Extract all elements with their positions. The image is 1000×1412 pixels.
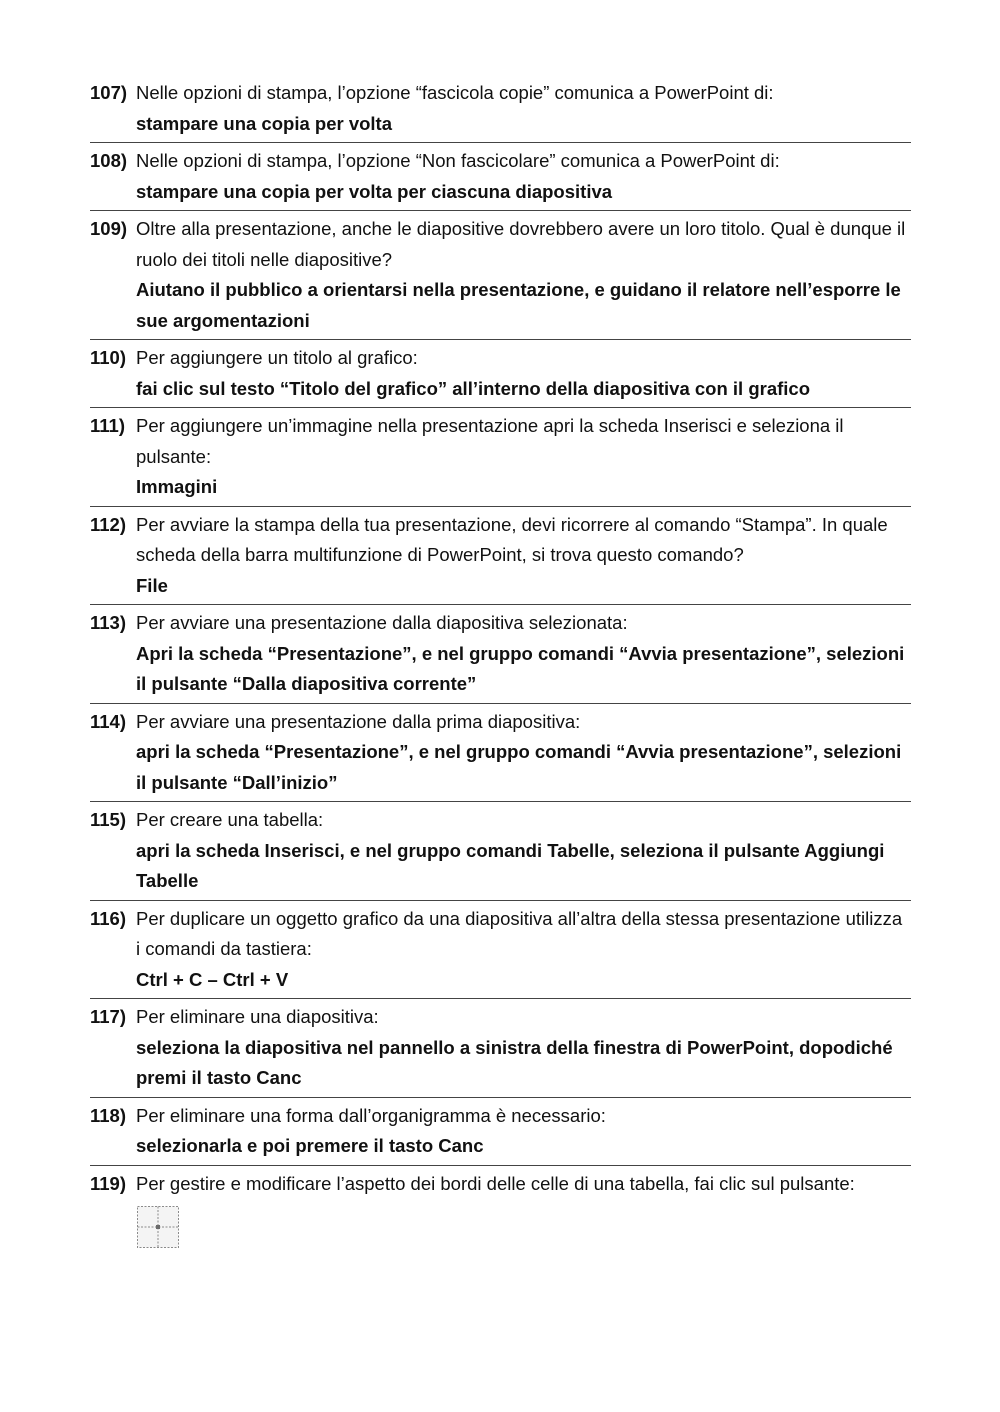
item-question: Nelle opzioni di stampa, l’opzione “Non fascicolare” comunica a PowerPoint di: — [136, 150, 780, 171]
list-item — [90, 408, 911, 507]
list-item — [90, 1166, 911, 1253]
item-number: 112) — [90, 513, 127, 535]
list-item — [90, 143, 911, 211]
item-answer: Apri la scheda “Presentazione”, e nel gruppo comandi “Avvia presentazione”, selezioni il pulsante “Dalla diapositiva corrente” — [136, 642, 905, 694]
item-question: Per eliminare una diapositiva: — [136, 1006, 379, 1027]
list-item — [90, 802, 911, 901]
item-number: 113) — [90, 612, 127, 633]
item-question: Per creare una tabella: — [136, 809, 324, 830]
list-item — [90, 901, 911, 1000]
item-question: Oltre alla presentazione, anche le diapositive dovrebbero avere un loro titolo. Qual è dunque il ruolo dei titoli nelle diapositive? — [136, 218, 906, 270]
question-list — [90, 75, 911, 1252]
item-question: Per duplicare un oggetto grafico da una diapositiva all’altra della stessa presentazione utilizza i comandi da tastiera: — [136, 907, 903, 959]
item-answer: Immagini — [136, 476, 218, 497]
item-question: Per gestire e modificare l’aspetto dei bordi delle celle di una tabella, fai clic sul pulsante: — [136, 1172, 855, 1194]
item-number: 109) — [90, 218, 128, 239]
item-body — [135, 214, 911, 336]
item-body — [135, 146, 911, 207]
item-body — [135, 1169, 911, 1250]
item-body — [135, 343, 911, 404]
item-number: 117) — [90, 1006, 127, 1027]
item-question: Per avviare la stampa della tua presentazione, devi ricorrere al comando “Stampa”. In quale scheda della barra multifunzione di PowerPoint, si trova questo comando? — [136, 513, 888, 565]
item-number: 116) — [90, 907, 127, 929]
item-body — [135, 411, 911, 503]
item-number: 110) — [90, 347, 127, 368]
list-item — [90, 1098, 911, 1166]
item-number: 119) — [90, 1172, 127, 1194]
item-answer — [136, 1199, 911, 1249]
item-question: Per aggiungere un titolo al grafico: — [136, 347, 418, 368]
item-body — [135, 1002, 911, 1094]
list-item — [90, 704, 911, 803]
item-question: Per avviare una presentazione dalla prima diapositiva: — [136, 710, 581, 732]
item-answer: stampare una copia per volta — [136, 112, 393, 134]
list-item — [90, 507, 911, 606]
table-borders-icon — [136, 1205, 180, 1249]
item-answer: fai clic sul testo “Titolo del grafico” all’interno della diapositiva con il grafico — [136, 377, 811, 399]
item-answer: apri la scheda Inserisci, e nel gruppo comandi Tabelle, seleziona il pulsante Aggiungi Tabelle — [136, 839, 885, 891]
item-body — [135, 904, 911, 996]
item-question: Per aggiungere un’immagine nella presentazione apri la scheda Inserisci e seleziona il pulsante: — [136, 415, 844, 467]
item-body — [135, 608, 911, 700]
list-item — [90, 605, 911, 704]
item-body — [135, 805, 911, 897]
item-body — [135, 1101, 911, 1162]
item-number: 114) — [90, 710, 127, 732]
item-answer: selezionarla e poi premere il tasto Canc — [136, 1135, 484, 1156]
item-answer: Ctrl + C – Ctrl + V — [136, 968, 289, 990]
item-answer: File — [136, 574, 168, 596]
item-question: Per avviare una presentazione dalla diapositiva selezionata: — [136, 612, 628, 633]
item-number: 108) — [90, 150, 128, 171]
list-item — [90, 999, 911, 1098]
item-body — [135, 707, 911, 799]
item-question: Per eliminare una forma dall’organigramma è necessario: — [136, 1104, 606, 1126]
item-question: Nelle opzioni di stampa, l’opzione “fascicola copie” comunica a PowerPoint di: — [136, 82, 774, 103]
item-body — [135, 78, 911, 139]
item-answer: stampare una copia per volta per ciascuna diapositiva — [136, 180, 613, 202]
item-answer: apri la scheda “Presentazione”, e nel gruppo comandi “Avvia presentazione”, selezioni il pulsante “Dall’inizio” — [136, 741, 902, 793]
item-number: 111) — [90, 415, 125, 436]
item-number: 107) — [90, 82, 128, 103]
list-item — [90, 211, 911, 340]
list-item — [90, 75, 911, 143]
item-answer: Aiutano il pubblico a orientarsi nella presentazione, e guidano il relatore nell’esporre le sue argomentazioni — [136, 279, 901, 331]
item-body — [135, 510, 911, 602]
item-answer: seleziona la diapositiva nel pannello a sinistra della finestra di PowerPoint, dopodiché premi il tasto Canc — [136, 1036, 893, 1088]
item-number: 115) — [90, 809, 127, 830]
list-item — [90, 340, 911, 408]
item-number: 118) — [90, 1104, 127, 1126]
